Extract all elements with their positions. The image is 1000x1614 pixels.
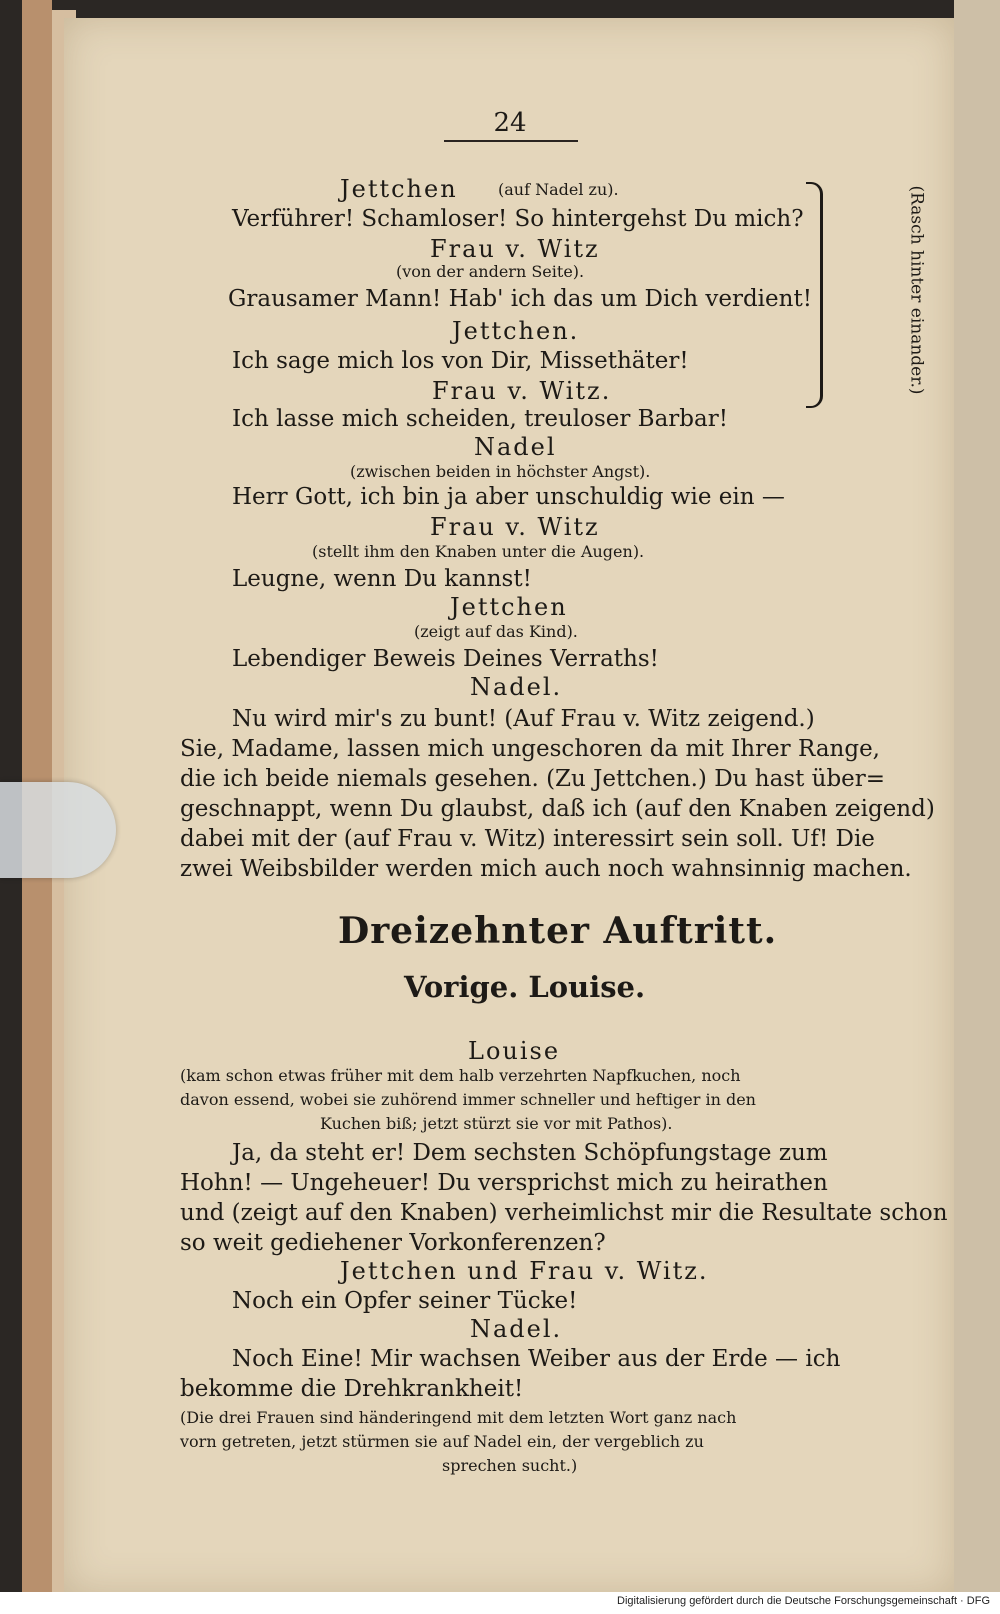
dialogue-line: bekomme die Drehkrankheit! (180, 1376, 524, 1402)
dialogue-line: Leugne, wenn Du kannst! (232, 566, 532, 592)
dialogue-line: geschnappt, wenn Du glaubst, daß ich (auf den Knaben zeigend) (180, 796, 935, 822)
speaker-nadel: Nadel. (470, 673, 563, 701)
stage-direction: davon essend, wobei sie zuhörend immer schneller und heftiger in den (180, 1090, 756, 1109)
next-page-edge (954, 0, 1000, 1614)
speaker-louise: Louise (468, 1037, 561, 1065)
dialogue-line: Verführer! Schamloser! So hintergehst Du mich? (232, 206, 804, 232)
dialogue-line: Herr Gott, ich bin ja aber unschuldig wie ein — (232, 484, 785, 510)
stage-direction: (zwischen beiden in höchster Angst). (350, 462, 651, 481)
speaker-jettchen-witz: Jettchen und Frau v. Witz. (340, 1257, 709, 1285)
stage-direction: (kam schon etwas früher mit dem halb verzehrten Napfkuchen, noch (180, 1066, 741, 1085)
stage-direction: (Die drei Frauen sind händeringend mit dem letzten Wort ganz nach (180, 1408, 737, 1427)
scanner-thumb (0, 782, 116, 878)
speaker-nadel: Nadel. (470, 1315, 563, 1343)
dialogue-line: Ich sage mich los von Dir, Missethäter! (232, 348, 689, 374)
dialogue-line: Lebendiger Beweis Deines Verraths! (232, 646, 659, 672)
speaker-nadel: Nadel (474, 433, 557, 461)
dialogue-line: Ich lasse mich scheiden, treuloser Barbar! (232, 406, 728, 432)
dialogue-line: Ja, da steht er! Dem sechsten Schöpfungstage zum (232, 1140, 828, 1166)
stage-direction: (zeigt auf das Kind). (414, 622, 578, 641)
dialogue-line: Sie, Madame, lassen mich ungeschoren da mit Ihrer Range, (180, 736, 880, 762)
speaker-frau-witz: Frau v. Witz. (432, 377, 612, 405)
speaker-jettchen: Jettchen (450, 593, 568, 621)
footer-bar (0, 1592, 1000, 1614)
page-number: 24 (493, 108, 527, 138)
dialogue-line: Hohn! — Ungeheuer! Du versprichst mich zu heirathen (180, 1170, 828, 1196)
stage-direction: (von der andern Seite). (396, 262, 585, 281)
page-number-rule (444, 140, 578, 142)
stage-direction: Kuchen biß; jetzt stürzt sie vor mit Pathos). (320, 1114, 673, 1133)
dialogue-line: und (zeigt auf den Knaben) verheimlichst mir die Resultate schon (180, 1200, 948, 1226)
speaker-frau-witz: Frau v. Witz (430, 513, 600, 541)
speaker-jettchen: Jettchen (340, 175, 458, 203)
dialogue-line: Noch Eine! Mir wachsen Weiber aus der Erde — ich (232, 1346, 841, 1372)
dialogue-line: die ich beide niemals gesehen. (Zu Jettchen.) Du hast über= (180, 766, 886, 792)
scene-characters: Vorige. Louise. (404, 970, 646, 1004)
stage-direction: sprechen sucht.) (442, 1456, 578, 1475)
speaker-jettchen: Jettchen. (452, 317, 580, 345)
dialogue-line: Grausamer Mann! Hab' ich das um Dich verdient! (228, 286, 812, 312)
speaker-frau-witz: Frau v. Witz (430, 235, 600, 263)
stage-direction: (auf Nadel zu). (498, 180, 619, 199)
scene-heading: Dreizehnter Auftritt. (338, 910, 778, 952)
dialogue-line: dabei mit der (auf Frau v. Witz) interessirt sein soll. Uf! Die (180, 826, 875, 852)
side-stage-direction: (Rasch hinter einander.) (906, 185, 927, 395)
dialogue-line: zwei Weibsbilder werden mich auch noch wahnsinnig machen. (180, 856, 912, 882)
dialogue-line: Nu wird mir's zu bunt! (Auf Frau v. Witz zeigend.) (232, 706, 815, 732)
footer-credit: Digitalisierung gefördert durch die Deutsche Forschungsgemeinschaft · DFG (617, 1595, 990, 1607)
dialogue-line: so weit gediehener Vorkonferenzen? (180, 1230, 606, 1256)
stage-direction: (stellt ihm den Knaben unter die Augen). (312, 542, 645, 561)
dialogue-line: Noch ein Opfer seiner Tücke! (232, 1288, 578, 1314)
stage-direction: vorn getreten, jetzt stürmen sie auf Nadel ein, der vergeblich zu (180, 1432, 704, 1451)
